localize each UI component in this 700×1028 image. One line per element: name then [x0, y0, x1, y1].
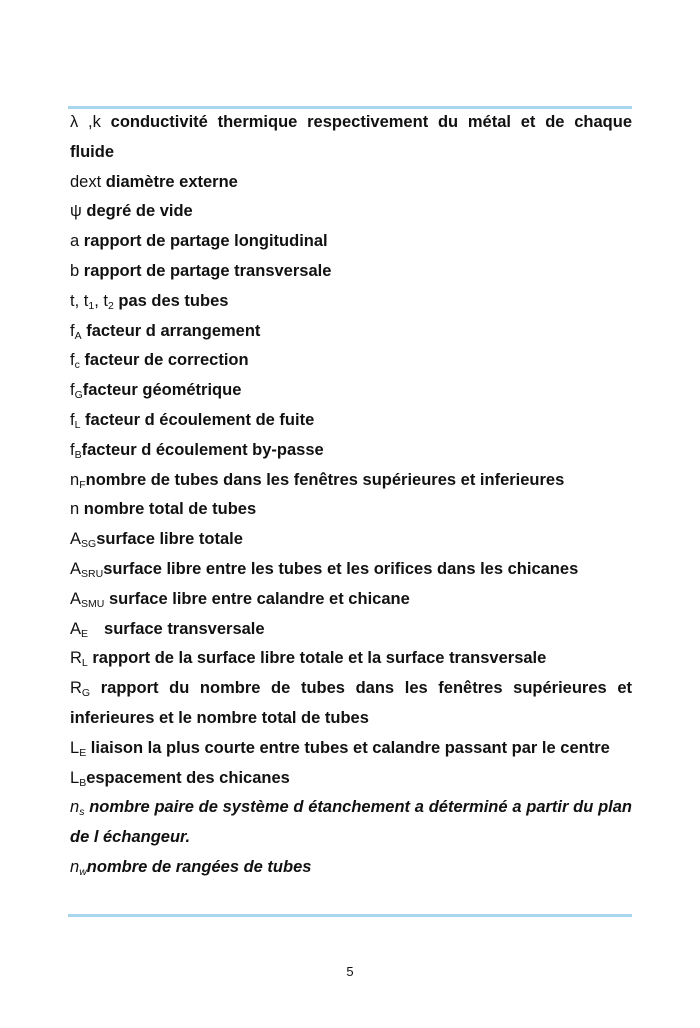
entry-symbol: $f_L$	[70, 410, 81, 431]
entry-ns	[70, 793, 632, 853]
entry-symbol: t, $t_1$, $t_2$	[70, 291, 114, 312]
entry-LE	[70, 734, 632, 764]
bottom-divider	[68, 914, 632, 917]
entry-symbol: $A_E$	[70, 619, 89, 640]
nomenclature-list	[70, 108, 632, 883]
entry-description: nombre de rangées de tubes	[86, 857, 312, 876]
entry-symbol: $L_E$	[70, 738, 87, 759]
entry-symbol: $n_F$	[70, 470, 86, 491]
entry-symbol: $n_s$	[70, 798, 85, 819]
entry-ASMU	[70, 585, 632, 615]
entry-description: diamètre externe	[105, 172, 238, 191]
entry-description: surface transversale	[104, 619, 265, 638]
entry-description: facteur d écoulement by-passe	[81, 440, 324, 459]
entry-AE	[70, 615, 632, 645]
entry-a	[70, 227, 632, 257]
entry-symbol: b	[70, 261, 80, 280]
entry-fL	[70, 406, 632, 436]
entry-RL	[70, 644, 632, 674]
entry-description: pas des tubes	[118, 291, 229, 310]
entry-description: liaison la plus courte entre tubes et calandre passant par le centre	[90, 738, 610, 757]
entry-t	[70, 287, 632, 317]
entry-symbol: a	[70, 232, 80, 251]
entry-dext	[70, 168, 632, 198]
entry-n	[70, 495, 632, 525]
entry-description: rapport de la surface libre totale et la surface transversale	[92, 649, 547, 668]
entry-symbol: $f_c$	[70, 351, 80, 372]
entry-symbol: $f_B$	[70, 440, 82, 461]
entry-description: rapport de partage transversale	[83, 261, 332, 280]
page-number: 5	[346, 964, 354, 979]
entry-fA	[70, 317, 632, 347]
entry-description: surface libre entre les tubes et les orifices dans les chicanes	[103, 559, 579, 578]
entry-description: facteur d écoulement de fuite	[85, 410, 315, 429]
entry-description: espacement des chicanes	[86, 768, 290, 787]
entry-description: rapport de partage longitudinal	[83, 232, 328, 251]
entry-LB	[70, 764, 632, 794]
entry-symbol: dext	[70, 172, 102, 191]
entry-fB	[70, 436, 632, 466]
entry-symbol: n	[70, 500, 80, 519]
entry-fG	[70, 376, 632, 406]
entry-symbol: $R_L$	[70, 649, 88, 670]
entry-b	[70, 257, 632, 287]
entry-nF	[70, 466, 632, 496]
entry-description: nombre de tubes dans les fenêtres supérieures et inferieures	[85, 470, 565, 489]
entry-symbol: $A_{SG}$	[70, 530, 97, 551]
entry-description: surface libre entre calandre et chicane	[108, 589, 410, 608]
entry-description: surface libre totale	[96, 530, 243, 549]
entry-fc	[70, 346, 632, 376]
entry-symbol: $A_{SMU}$	[70, 589, 105, 610]
entry-RG	[70, 674, 632, 734]
entry-ASRU	[70, 555, 632, 585]
entry-description: rapport du nombre de tubes dans les fenêtres supérieures et inferieures et le nombre total de tubes	[70, 679, 632, 727]
entry-symbol: $R_G$	[70, 679, 91, 700]
entry-description: nombre paire de système d étanchement a déterminé a partir du plan de l échangeur.	[70, 798, 632, 847]
entry-symbol: $f_G$	[70, 381, 83, 402]
entry-symbol: $f_A$	[70, 321, 82, 342]
entry-psi	[70, 197, 632, 227]
entry-ASG	[70, 525, 632, 555]
entry-description: facteur d arrangement	[86, 321, 261, 340]
entry-description: degré de vide	[86, 202, 193, 221]
entry-description: nombre total de tubes	[83, 500, 257, 519]
entry-symbol: $n_w$	[70, 857, 87, 878]
entry-lambda-k	[70, 108, 632, 168]
entry-description: facteur de correction	[84, 351, 249, 370]
entry-nw	[70, 853, 632, 883]
entry-symbol: $A_{SRU}$	[70, 559, 104, 580]
entry-symbol: $L_B$	[70, 768, 87, 789]
entry-description: facteur géométrique	[82, 381, 242, 400]
entry-symbol: λ ,k	[70, 113, 101, 131]
entry-symbol: ψ	[70, 202, 82, 221]
entry-description: conductivité thermique respectivement du métal et de chaque fluide	[70, 113, 632, 161]
